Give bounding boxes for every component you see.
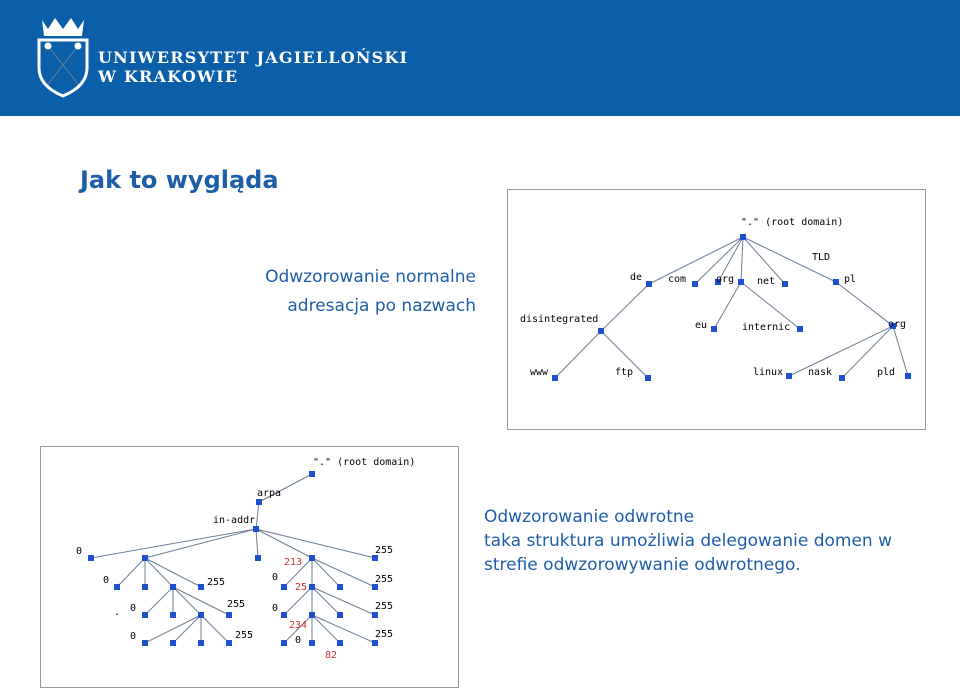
tree-nodes <box>552 234 911 381</box>
tree-node-internic <box>797 326 803 332</box>
tree-label-com: com <box>668 274 687 285</box>
tree-edges <box>555 237 908 378</box>
tree-label-l4-first: 0 <box>130 631 137 642</box>
tree-label-nask: nask <box>808 367 833 378</box>
tree-label-pld: pld <box>877 367 896 378</box>
tree-label-path-25: 25 <box>295 582 308 593</box>
tree-label-path-82: 82 <box>325 650 338 661</box>
tree-label-pl: pl <box>844 274 857 285</box>
university-name <box>98 48 408 86</box>
tree-node-tld <box>782 281 788 287</box>
tree-label-tld: TLD <box>812 252 831 263</box>
tree-label-path-213: 213 <box>284 557 303 568</box>
tree-node-com <box>692 281 698 287</box>
reverse-caption-line2: taka struktura umożliwia delegowanie domen w <box>484 531 892 551</box>
tree-label-disintegrated: disintegrated <box>520 314 599 325</box>
forward-caption-line1: Odwzorowanie normalne <box>265 267 476 287</box>
reverse-dns-tree-panel <box>40 446 459 688</box>
tree-label-mid-l3-first: 0 <box>272 603 279 614</box>
tree-label-l2-last: 255 <box>207 577 226 588</box>
tree-label-mid-l4-first: 0 <box>295 635 302 646</box>
tree-labels <box>520 217 906 378</box>
tree-labels <box>76 457 415 661</box>
tree-label-l3-last: 255 <box>227 599 246 610</box>
tree-label-arpa: arpa <box>257 488 282 499</box>
tree-label-root: "." (root domain) <box>741 217 844 228</box>
tree-label-eu: eu <box>695 320 708 331</box>
tree-label-path-234: 234 <box>289 620 308 631</box>
tree-label-linux: linux <box>753 367 784 378</box>
slide-title: Jak to wygląda <box>80 166 279 194</box>
tree-label-mid-l4-last: 255 <box>375 629 394 640</box>
reverse-caption-line1: Odwzorowanie odwrotne <box>484 507 695 527</box>
tree-node-pl <box>833 279 839 285</box>
tree-label-org: org <box>716 274 735 285</box>
tree-label-mid-l2-last: 255 <box>375 574 394 585</box>
forward-dns-tree-panel <box>507 189 926 430</box>
tree-label-internic: internic <box>742 322 791 333</box>
tree-label-net: net <box>757 276 776 287</box>
forward-dns-tree-diagram <box>508 190 925 429</box>
tree-label-l3-first: 0 <box>130 603 137 614</box>
tree-node-net <box>738 279 744 285</box>
tree-node-root <box>740 234 746 240</box>
reverse-dns-tree-diagram <box>41 447 458 687</box>
tree-label-l1-last: 255 <box>375 545 394 556</box>
tree-label-root: "." (root domain) <box>313 457 416 468</box>
tree-node-disintegrated <box>598 328 604 334</box>
forward-mapping-caption <box>265 263 476 321</box>
reverse-mapping-caption <box>484 505 892 577</box>
tree-node-de <box>646 281 652 287</box>
tree-label-mid-l2-first: 0 <box>272 572 279 583</box>
tree-label-l1-first: 0 <box>76 546 83 557</box>
tree-label-www: www <box>530 367 549 378</box>
university-name-line2: W KRAKOWIE <box>98 67 239 86</box>
tree-nodes <box>88 471 378 646</box>
tree-label-mid-l3-last: 255 <box>375 601 394 612</box>
tree-label-stray-dot: . <box>114 607 121 618</box>
header-bar <box>0 0 960 116</box>
university-name-line1: UNIWERSYTET JAGIELLOŃSKI <box>98 48 409 67</box>
tree-label-l4-last: 255 <box>235 630 254 641</box>
forward-caption-line2: adresacja po nazwach <box>287 296 476 316</box>
tree-node-ftp <box>645 375 651 381</box>
tree-edges <box>91 474 375 643</box>
jagiellonian-crest-icon <box>34 16 92 98</box>
tree-label-l2-first: 0 <box>103 575 110 586</box>
tree-label-ftp: ftp <box>615 367 634 378</box>
tree-label-pl-org: org <box>888 319 907 330</box>
tree-node-www <box>552 375 558 381</box>
tree-label-in-addr: in-addr <box>213 515 256 526</box>
tree-node-linux <box>786 373 792 379</box>
tree-node-nask <box>839 375 845 381</box>
tree-label-de: de <box>630 272 643 283</box>
reverse-caption-line3: strefie odwzorowywanie odwrotnego. <box>484 555 801 575</box>
tree-node-pld <box>905 373 911 379</box>
tree-node-eu <box>711 326 717 332</box>
